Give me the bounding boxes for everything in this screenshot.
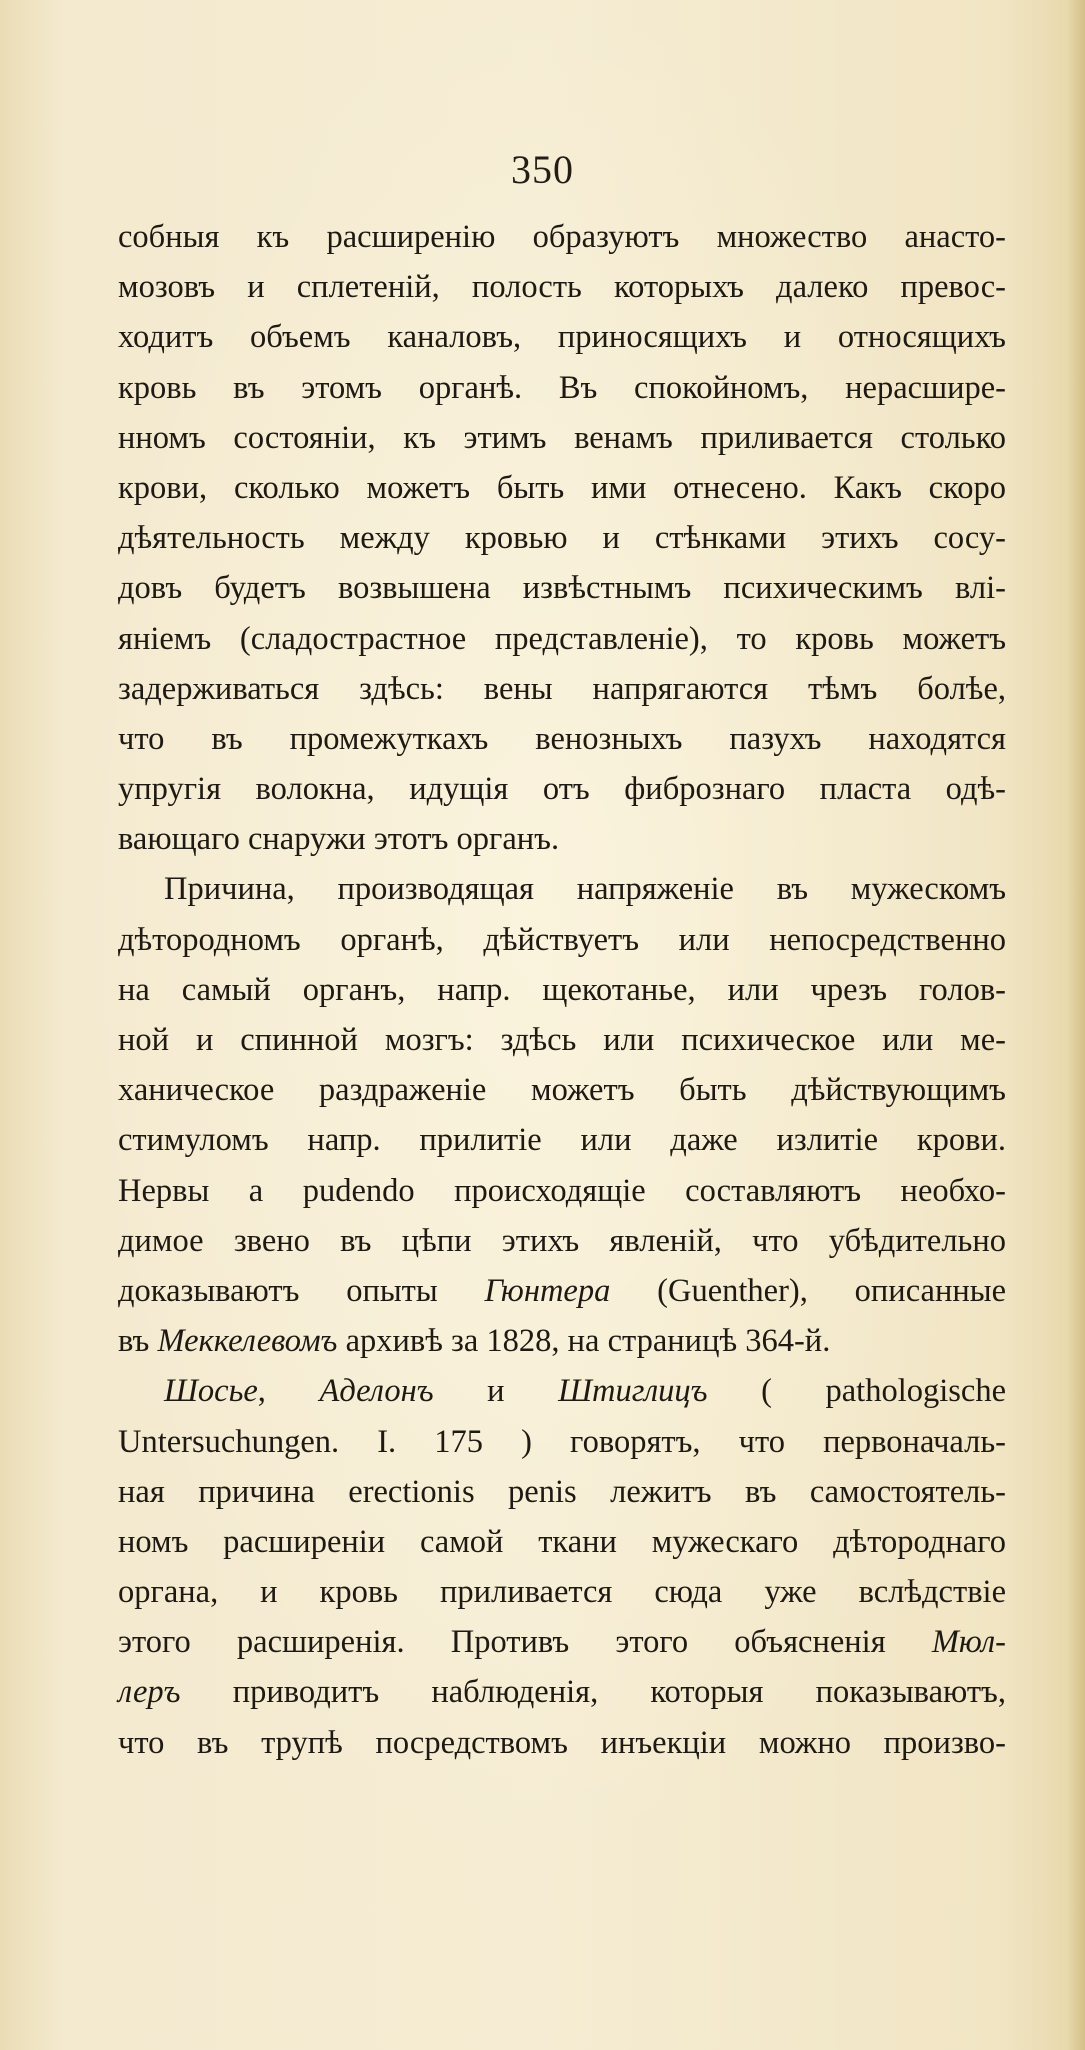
text-line: задерживаться здѣсь: вены напрягаются тѣмъ болѣе, <box>118 670 1006 707</box>
text-line: упругія волокна, идущія отъ фибрознаго пласта одѣ- <box>118 771 1006 808</box>
text-run: архивѣ за 1828, на страницѣ 364-й. <box>345 1323 831 1360</box>
text-run: ( pathologische <box>761 1373 1007 1410</box>
text-line: органа, и кровь приливается сюда уже вслѣдствіе <box>118 1574 1006 1611</box>
text-run: въ <box>118 1323 150 1360</box>
text-line: номъ расширеніи самой ткани мужескаго дѣтороднаго <box>118 1523 1006 1560</box>
text-line: яніемъ (сладострастное представленіе), то кровь можетъ <box>118 620 1006 657</box>
body-text <box>118 212 1006 1768</box>
text-line: дѣтородномъ органѣ, дѣйствуетъ или непосредственно <box>118 921 1006 958</box>
text-run: приводитъ наблюденія, которыя показываютъ, <box>232 1674 1006 1711</box>
text-line <box>118 1316 1006 1366</box>
text-line: на самый органъ, напр. щекотанье, или чрезъ голов- <box>118 971 1006 1008</box>
text-line: Untersuchungen. I. 175 ) говорятъ, что первоначаль- <box>118 1423 1006 1460</box>
author-name: Штиглицъ <box>558 1373 708 1410</box>
text-line: довъ будетъ возвышена извѣстнымъ психическимъ влі- <box>118 570 1006 607</box>
text-line: нномъ состояніи, къ этимъ венамъ приливается столько <box>118 419 1006 456</box>
text-line: ная причина erectionis penis лежитъ въ самостоятель- <box>118 1473 1006 1510</box>
text-line: ханическое раздраженіе можетъ быть дѣйствующимъ <box>118 1072 1006 1109</box>
text-run: (Guenther), описанные <box>657 1272 1006 1309</box>
text-line: что въ промежуткахъ венозныхъ пазухъ находятся <box>118 720 1006 757</box>
text-line: что въ трупѣ посредствомъ инъекціи можно произво- <box>118 1724 1006 1761</box>
author-name: Меккелевомъ <box>157 1323 338 1360</box>
author-name: Гюнтера <box>484 1272 611 1309</box>
text-run: доказываютъ опыты <box>118 1272 438 1309</box>
page-edge-shadow <box>1067 0 1085 2050</box>
text-line <box>118 1617 1006 1667</box>
text-line <box>118 1667 1006 1717</box>
author-name: Шосье <box>164 1373 258 1410</box>
author-name: леръ <box>118 1674 181 1711</box>
text-line: Нервы а pudendo происходящіе составляютъ необхо- <box>118 1172 1006 1209</box>
text-line: Шосье, Аделонъ и Штиглицъ ( pathologische <box>164 1373 1007 1410</box>
text-line: ходитъ объемъ каналовъ, приносящихъ и относящихъ <box>118 319 1006 356</box>
author-name: Аделонъ <box>319 1373 434 1410</box>
text-line: вающаго снаружи этотъ органъ. <box>118 821 560 858</box>
text-line: дѣятельность между кровью и стѣнками этихъ сосу- <box>118 520 1006 557</box>
page-number: 350 <box>511 147 574 192</box>
text-line: Причина, производящая напряженіе въ мужескомъ <box>164 871 1006 908</box>
text-line: крови, сколько можетъ быть ими отнесено. Какъ скоро <box>118 469 1006 506</box>
text-run: и <box>487 1373 505 1410</box>
text-line <box>118 1266 1006 1316</box>
text-line: стимуломъ напр. прилитіе или даже излитіе крови. <box>118 1122 1006 1159</box>
text-line: собныя къ расширенію образуютъ множество анасто- <box>118 219 1006 255</box>
text-line: димое звено въ цѣпи этихъ явленій, что убѣдительно <box>118 1222 1006 1259</box>
text-line: мозовъ и сплетеній, полость которыхъ далеко превос- <box>118 269 1006 306</box>
text-line: ной и спинной мозгъ: здѣсь или психическое или ме- <box>118 1022 1006 1058</box>
text-run: этого расширенія. Противъ этого объясненія <box>118 1624 886 1661</box>
text-line: кровь въ этомъ органѣ. Въ спокойномъ, нерасшире- <box>118 369 1006 406</box>
author-name: Мюл- <box>931 1624 1006 1661</box>
